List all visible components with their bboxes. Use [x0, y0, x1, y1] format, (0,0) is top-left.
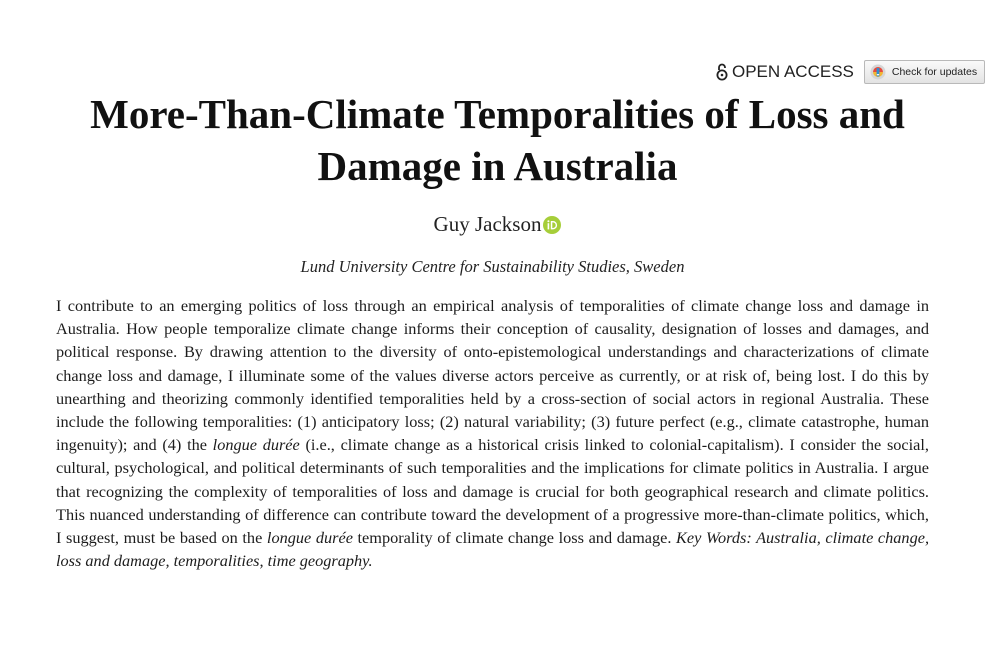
open-access-label: OPEN ACCESS	[732, 62, 854, 81]
article-badges	[716, 60, 985, 84]
article-title-line-2: Damage in Australia	[317, 143, 678, 189]
check-for-updates-button[interactable]	[864, 60, 985, 84]
author-affiliation: Lund University Centre for Sustainability Studies, Sweden	[300, 257, 685, 276]
article-title	[0, 88, 995, 192]
abstract-text-part-1: I contribute to an emerging politics of loss through an empirical analysis of temporalities of climate change loss and damage in Australia. How people temporalize climate change informs their conception of causality, designation of losses and damages, and political response. By drawing attention to the diversity of onto-epistemological understandings and characterizations of climate change loss and damage, I illuminate some of the values diverse actors perceive as currently, or at risk of, being lost. I do this by unearthing and theorizing commonly identified temporalities held by a cross-section of social actors in regional Australia. These include the following temporalities: (1) anticipatory loss; (2) natural variability; (3) future perfect (e.g., climate catastrophe, human ingenuity); and (4) the	[56, 296, 929, 455]
abstract-term-longue-duree-1: longue durée	[212, 435, 300, 455]
abstract-text-part-3: temporality of climate change loss and damage.	[352, 528, 677, 548]
abstract-text-part-2: (i.e., climate change as a historical crisis linked to colonial-capitalism). I consider the social, cultural, psychological, and political determinants of such temporalities and the implications for climate politics in Australia. I argue that recognizing the complexity of temporalities of loss and damage is crucial for both geographical research and climate politics. This nuanced understanding of difference can contribute toward the development of a progressive more-than-climate politics, which, I suggest, must be based on the	[56, 435, 929, 548]
open-access-lock-icon	[716, 63, 728, 81]
abstract-keywords: Key Words: Australia, climate change, loss and damage, temporalities, time geography.	[56, 528, 930, 571]
open-access-badge[interactable]	[716, 62, 854, 82]
article-title-line-1: More-Than-Climate Temporalities of Loss and	[90, 91, 905, 137]
abstract	[56, 294, 929, 572]
check-for-updates-label: Check for updates	[891, 66, 978, 78]
author-name[interactable]: Guy Jackson	[433, 212, 542, 236]
orcid-icon[interactable]	[543, 216, 561, 234]
crossmark-icon	[870, 64, 886, 80]
abstract-term-longue-duree-2: longue durée	[266, 528, 353, 548]
author-line	[0, 212, 995, 237]
